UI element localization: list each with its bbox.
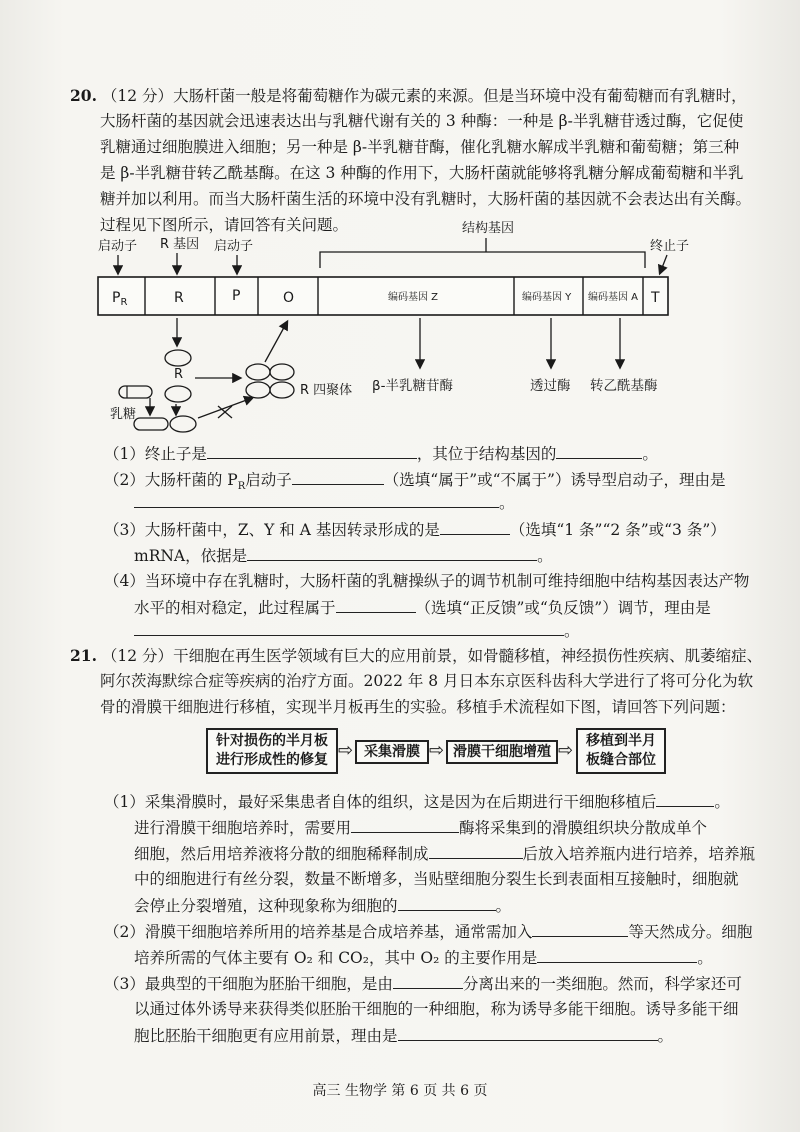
- page-footer: 高三 生物学 第 6 页 共 6 页: [312, 1083, 488, 1099]
- segment-gene-z: 编码基因 Z: [388, 292, 439, 303]
- q21-sub1-line4: 中的细胞进行有丝分裂，数量不断增多，当贴壁细胞分裂生长到表面相互接触时，细胞就: [134, 870, 739, 888]
- q20-sub2: （2）大肠杆菌的 $P_R$启动子 （选填“属于”或“不属于”）诱导型启动子，理由是: [104, 466, 725, 500]
- segment-gene-y: 编码基因 Y: [522, 292, 572, 303]
- segment-gene-a: 编码基因 A: [588, 292, 639, 303]
- answer-blank[interactable]: [336, 594, 416, 613]
- segment-o: O: [283, 290, 295, 306]
- q21-sub2-line1: （2）滑膜干细胞培养所用的培养基是合成培养基，通常需加入 等天然成分。细胞: [104, 918, 752, 946]
- flow-arrow-3: ⇨: [558, 740, 574, 761]
- q21-intro-3: 骨的滑膜干细胞进行移植，实现半月板再生的实验。移植手术流程如下图，请回答下列问题：: [100, 698, 736, 716]
- answer-blank[interactable]: [532, 918, 628, 937]
- label-promoter-1: 启动子: [98, 239, 138, 254]
- q21-sub3-line2: 以通过体外诱导来获得类似胚胎干细胞的一种细胞，称为诱导多能干细胞。诱导多能干细: [134, 1000, 739, 1018]
- lac-operon-diagram: [0, 0, 800, 450]
- answer-blank[interactable]: [134, 489, 499, 508]
- q20-intro-4: 是 β-半乳糖苷转乙酰基酶。在这 3 种酶的作用下，大肠杆菌就能够将乳糖分解成葡萄糖和半乳: [100, 164, 744, 182]
- q21-intro-1: 干细胞在再生医学领域有巨大的应用前景，如骨髓移植，神经损伤性疾病、肌萎缩症、: [173, 647, 763, 665]
- answer-blank[interactable]: [398, 1022, 658, 1041]
- flow-step-3: 滑膜干细胞增殖: [446, 740, 558, 764]
- segment-t: T: [651, 290, 660, 306]
- answer-blank[interactable]: [429, 840, 523, 859]
- q20-intro-6: 过程见下图所示，请回答有关问题。: [100, 216, 349, 234]
- q21-sub1-line2: 进行滑膜干细胞培养时，需要用 酶将采集到的滑膜组织块分散成单个: [134, 814, 707, 842]
- label-structural-genes: 结构基因: [462, 221, 515, 236]
- label-transacetylase: 转乙酰基酶: [590, 378, 658, 394]
- answer-blank[interactable]: [292, 466, 384, 485]
- flow-step-1: 针对损伤的半月板 进行形成性的修复: [206, 728, 338, 774]
- q20-sub1: （1）终止子是 ，其位于结构基因的 。: [104, 440, 658, 468]
- q21-sub3-line3: 胞比胚胎干细胞更有应用前景，理由是 。: [134, 1022, 673, 1050]
- label-r-gene: R 基因: [160, 237, 200, 252]
- label-r-tetramer: R 四聚体: [300, 383, 353, 398]
- q21-sub1-line1: （1）采集滑膜时，最好采集患者自体的组织，这是因为在后期进行干细胞移植后 。: [104, 788, 730, 816]
- segment-pr: $P_R$: [112, 290, 128, 308]
- q21-line-1: [70, 642, 762, 670]
- q20-intro-5: 糖并加以利用。而当大肠杆菌生活的环境中没有乳糖时，大肠杆菌的基因就不会表达出有关酶。: [100, 190, 752, 208]
- answer-blank[interactable]: [537, 944, 697, 963]
- answer-blank[interactable]: [556, 440, 642, 459]
- answer-blank[interactable]: [440, 516, 510, 535]
- r-protein: [165, 350, 191, 366]
- label-r-protein: R: [174, 367, 184, 382]
- segment-p: P: [232, 288, 241, 304]
- label-promoter-2: 启动子: [214, 239, 254, 254]
- answer-blank[interactable]: [134, 617, 564, 636]
- answer-blank[interactable]: [207, 440, 417, 459]
- q20-sub4: （4）当环境中存在乳糖时，大肠杆菌的乳糖操纵子的调节机制可维持细胞中结构基因表达产物: [104, 572, 750, 590]
- q20-sub4-line3: 。: [134, 617, 580, 645]
- q21-number: 21.: [70, 646, 97, 665]
- q20-intro-2: 大肠杆菌的基因就会迅速表达出与乳糖代谢有关的 3 种酶：一种是 β-半乳糖苷透过酶，它促使: [100, 112, 744, 130]
- flow-arrow-2: ⇨: [429, 740, 445, 761]
- q21-sub1-line3: 细胞，然后用培养液将分散的细胞稀释制成 后放入培养瓶内进行培养，培养瓶: [134, 840, 755, 868]
- q20-intro-3: 乳糖通过细胞膜进入细胞；另一种是 β-半乳糖苷酶，催化乳糖水解成半乳糖和葡萄糖；第三种: [100, 138, 740, 156]
- answer-blank[interactable]: [247, 542, 537, 561]
- label-permease: 透过酶: [530, 378, 571, 394]
- q21-sub1-line5: 会停止分裂增殖，这种现象称为细胞的 。: [134, 892, 511, 920]
- q21-sub2-line2: 培养所需的气体主要有 O₂ 和 CO₂，其中 O₂ 的主要作用是 。: [134, 944, 713, 972]
- answer-blank[interactable]: [398, 892, 496, 911]
- q20-score: （12 分）: [101, 87, 174, 105]
- q20-sub3: （3）大肠杆菌中，Z、Y 和 A 基因转录形成的是 （选填“1 条”“2 条”或“3 条”）: [104, 516, 726, 544]
- label-terminator: 终止子: [650, 239, 690, 254]
- label-lactose: 乳糖: [110, 407, 137, 422]
- q21-intro-2: 阿尔茨海默综合症等疾病的治疗方面。2022 年 8 月日本东京医科齿科大学进行了将可分化为软: [100, 672, 754, 690]
- answer-blank[interactable]: [656, 788, 714, 807]
- q20-sub3-line2: mRNA，依据是 。: [134, 542, 553, 570]
- q21-score: （12 分）: [101, 647, 174, 665]
- segment-r: R: [174, 290, 184, 306]
- q20-number: 20.: [70, 86, 97, 105]
- r-protein-2: [165, 386, 191, 402]
- label-beta-galactosidase: β-半乳糖苷酶: [372, 378, 453, 394]
- q20-sub4-line2: 水平的相对稳定，此过程属于 （选填“正反馈”或“负反馈”）调节，理由是: [134, 594, 711, 622]
- q21-sub3-line1: （3）最典型的干细胞为胚胎干细胞，是由 分离出来的一类细胞。然而，科学家还可: [104, 970, 742, 998]
- flow-step-4: 移植到半月 板缝合部位: [576, 728, 666, 774]
- structural-bracket: [320, 252, 645, 268]
- flow-step-2: 采集滑膜: [355, 740, 429, 764]
- flow-arrow-1: ⇨: [338, 740, 354, 761]
- q20-intro-1: 大肠杆菌一般是将葡萄糖作为碳元素的来源。但是当环境中没有葡萄糖而有乳糖时，: [173, 87, 747, 105]
- q20-sub2-line2: 。: [134, 489, 515, 517]
- answer-blank[interactable]: [393, 970, 463, 989]
- answer-blank[interactable]: [351, 814, 459, 833]
